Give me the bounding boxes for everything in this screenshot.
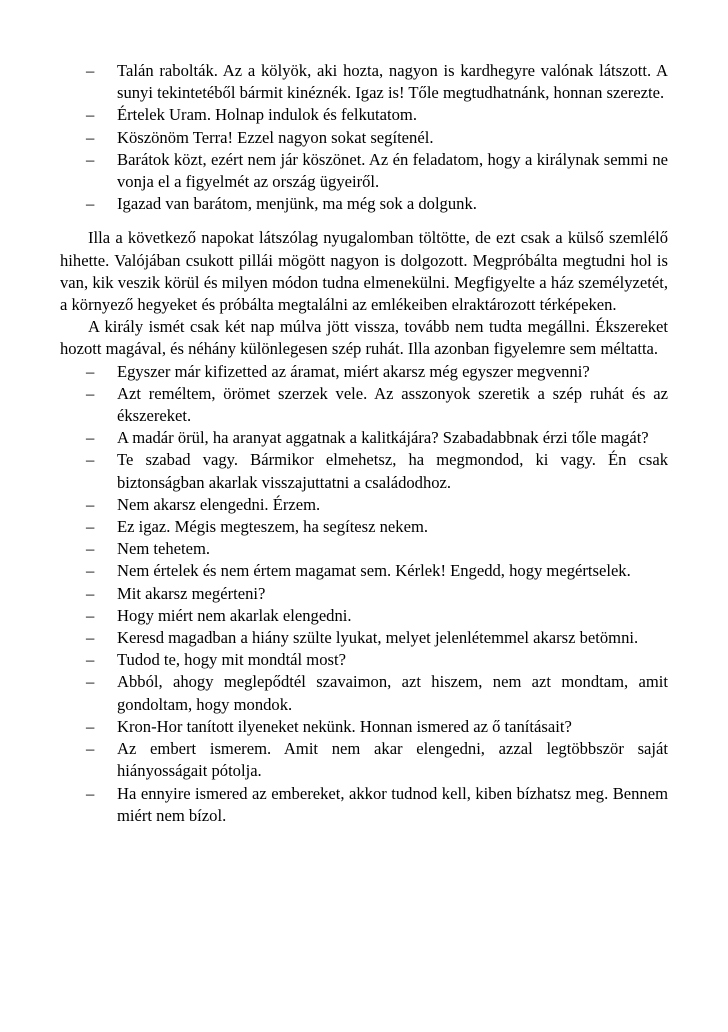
dialogue-line xyxy=(60,538,668,560)
dialogue-dash: – xyxy=(86,361,95,381)
dialogue-dash: – xyxy=(86,517,95,537)
dialogue-line xyxy=(60,494,668,516)
dialogue-text: Nem értelek és nem értem magamat sem. Kérlek! Engedd, hogy megértselek. xyxy=(117,561,631,581)
dialogue-text: Az embert ismerem. Amit nem akar elengedni, azzal legtöbbször saját hiányosságait pótolja. xyxy=(117,739,668,781)
dialogue-dash: – xyxy=(86,494,95,514)
dialogue-line xyxy=(60,583,668,605)
dialogue-text: Talán rabolták. Az a kölyök, aki hozta, nagyon is kardhegyre valónak látszott. A sunyi tekintetéből bármit kinéznék. Igaz is! Tőle megtudhatnánk, honnan szerezte. xyxy=(117,61,668,103)
dialogue-dash: – xyxy=(86,539,95,559)
dialogue-line xyxy=(60,193,668,215)
dialogue-dash: – xyxy=(86,61,95,80)
section-gap xyxy=(60,215,668,227)
dialogue-line xyxy=(60,671,668,715)
dialogue-text: Barátok közt, ezért nem jár köszönet. Az én feladatom, hogy a királynak semmi ne vonja el a figyelmét az ország ügyeiről. xyxy=(117,149,668,192)
dialogue-text: Nem akarsz elengedni. Érzem. xyxy=(117,494,321,514)
dialogue-text: Tudod te, hogy mit mondtál most? xyxy=(117,650,346,670)
book-page xyxy=(60,60,668,827)
dialogue-line xyxy=(60,60,668,104)
dialogue-dash: – xyxy=(86,383,95,403)
dialogue-line xyxy=(60,738,668,782)
dialogue-line xyxy=(60,149,668,193)
dialogue-text: Nem tehetem. xyxy=(117,539,211,559)
dialogue-dash: – xyxy=(86,628,95,648)
dialogue-text: A madár örül, ha aranyat aggatnak a kalitkájára? Szabadabbnak érzi tőle magát? xyxy=(117,428,649,448)
dialogue-line xyxy=(60,127,668,149)
dialogue-line xyxy=(60,449,668,493)
dialogue-dash: – xyxy=(86,194,95,214)
dialogue-block-1 xyxy=(60,60,668,215)
dialogue-line xyxy=(60,627,668,649)
dialogue-text: Hogy miért nem akarlak elengedni. xyxy=(117,605,352,625)
dialogue-line xyxy=(60,104,668,126)
dialogue-line xyxy=(60,427,668,449)
dialogue-text: Köszönöm Terra! Ezzel nagyon sokat segítenél. xyxy=(117,127,434,147)
dialogue-text: Abból, ahogy meglepődtél szavaimon, azt hiszem, nem azt mondtam, amit gondoltam, hogy mondok. xyxy=(117,672,668,714)
dialogue-line xyxy=(60,783,668,827)
dialogue-text: Igazad van barátom, menjünk, ma még sok a dolgunk. xyxy=(117,194,477,214)
dialogue-text: Ha ennyire ismered az embereket, akkor tudnod kell, kiben bízhatsz meg. Bennem miért nem bízol. xyxy=(117,783,668,825)
dialogue-text: Kron-Hor tanított ilyeneket nekünk. Honnan ismered az ő tanításait? xyxy=(117,716,572,736)
dialogue-dash: – xyxy=(86,783,95,803)
dialogue-line xyxy=(60,383,668,427)
narrative-paragraph-2: A király ismét csak két nap múlva jött vissza, tovább nem tudta megállni. Ékszereket hozott magával, és néhány különlegesen szép ruhát. Illa azonban figyelemre sem méltatta. xyxy=(60,317,668,359)
dialogue-text: Azt reméltem, örömet szerzek vele. Az asszonyok szeretik a szép ruhát és az ékszereket. xyxy=(117,383,668,426)
dialogue-text: Te szabad vagy. Bármikor elmehetsz, ha megmondod, ki vagy. Én csak biztonságban akarlak visszajuttatni a családodhoz. xyxy=(117,450,668,492)
narrative-paragraph-1: Illa a következő napokat látszólag nyugalomban töltötte, de ezt csak a külső szemlélő hihette. Valójában csukott pillái mögött nagyon is dolgozott. Megpróbálta megtudni hol is van, kik veszik körül és milyen módon tudna elmenekülni. Megfigyelte a ház személyzetét, a környező hegyeket és próbálta megtalálni az emlékeiben elraktározott térképeken. xyxy=(60,228,668,315)
dialogue-dash: – xyxy=(86,716,95,736)
dialogue-dash: – xyxy=(86,672,95,692)
dialogue-text: Mit akarsz megérteni? xyxy=(117,583,266,603)
dialogue-text: Ez igaz. Mégis megteszem, ha segítesz nekem. xyxy=(117,517,429,537)
dialogue-dash: – xyxy=(86,127,95,147)
dialogue-line xyxy=(60,361,668,383)
dialogue-line xyxy=(60,560,668,582)
dialogue-dash: – xyxy=(86,105,95,125)
dialogue-text: Keresd magadban a hiány szülte lyukat, melyet jelenlétemmel akarsz betömni. xyxy=(117,628,639,648)
dialogue-dash: – xyxy=(86,561,95,581)
dialogue-block-2 xyxy=(60,361,668,827)
dialogue-line xyxy=(60,716,668,738)
dialogue-dash: – xyxy=(86,739,95,759)
dialogue-line xyxy=(60,649,668,671)
dialogue-dash: – xyxy=(86,149,95,169)
dialogue-text: Értelek Uram. Holnap indulok és felkutatom. xyxy=(117,105,417,125)
dialogue-dash: – xyxy=(86,605,95,625)
dialogue-dash: – xyxy=(86,428,95,448)
dialogue-dash: – xyxy=(86,450,95,470)
dialogue-line xyxy=(60,516,668,538)
dialogue-line xyxy=(60,605,668,627)
dialogue-dash: – xyxy=(86,583,95,603)
dialogue-dash: – xyxy=(86,650,95,670)
dialogue-text: Egyszer már kifizetted az áramat, miért akarsz még egyszer megvenni? xyxy=(117,361,590,381)
